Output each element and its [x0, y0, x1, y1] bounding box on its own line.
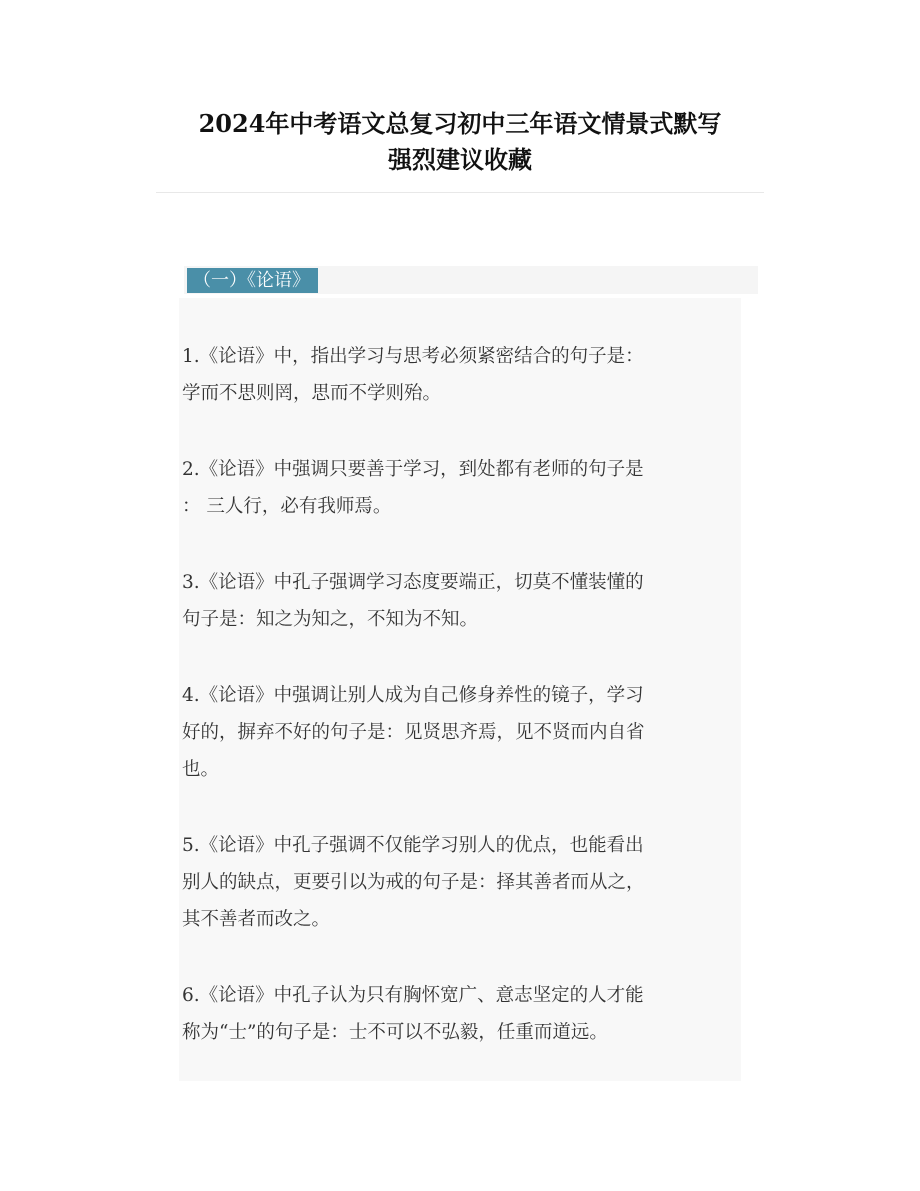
list-item-2	[182, 451, 734, 525]
section-label: （一）《论语》	[187, 268, 318, 293]
item-3-line-2: 句子是：知之为知之，不知为不知。	[182, 609, 479, 630]
item-2-line-2: ： 三人行，必有我师焉。	[182, 496, 392, 517]
item-4-line-3: 也。	[182, 759, 220, 780]
item-3-line-1: 3.《论语》中孔子强调学习态度要端正，切莫不懂装懂的	[182, 572, 644, 593]
item-1-line-2: 学而不思则罔，思而不学则殆。	[182, 383, 442, 404]
list-item-5	[182, 827, 734, 938]
list-item-4	[182, 677, 734, 788]
list-item-1	[182, 338, 734, 412]
item-1-line-1: 1.《论语》中，指出学习与思考必须紧密结合的句子是：	[182, 346, 644, 367]
content-box	[179, 298, 741, 1081]
item-5-line-1: 5.《论语》中孔子强调不仅能学习别人的优点，也能看出	[182, 835, 644, 856]
item-5-line-3: 其不善者而改之。	[182, 909, 331, 930]
list-item-6	[182, 977, 734, 1051]
document-title	[156, 106, 764, 193]
item-4-line-2: 好的，摒弃不好的句子是：见贤思齐焉，见不贤而内自省	[182, 722, 645, 743]
title-line-1: 2024年中考语文总复习初中三年语文情景式默写	[198, 109, 722, 138]
item-list	[182, 338, 734, 1090]
item-6-line-1: 6.《论语》中孔子认为只有胸怀宽广、意志坚定的人才能	[182, 985, 644, 1006]
list-item-3	[182, 564, 734, 638]
item-5-line-2: 别人的缺点，更要引以为戒的句子是：择其善者而从之，	[182, 872, 645, 893]
item-6-line-2: 称为“士”的句子是：士不可以不弘毅，任重而道远。	[182, 1022, 608, 1043]
title-line-2: 强烈建议收藏	[388, 145, 532, 174]
item-2-line-1: 2.《论语》中强调只要善于学习，到处都有老师的句子是	[182, 459, 644, 480]
item-4-line-1: 4.《论语》中强调让别人成为自己修身养性的镜子，学习	[182, 685, 644, 706]
section-header	[184, 266, 758, 294]
